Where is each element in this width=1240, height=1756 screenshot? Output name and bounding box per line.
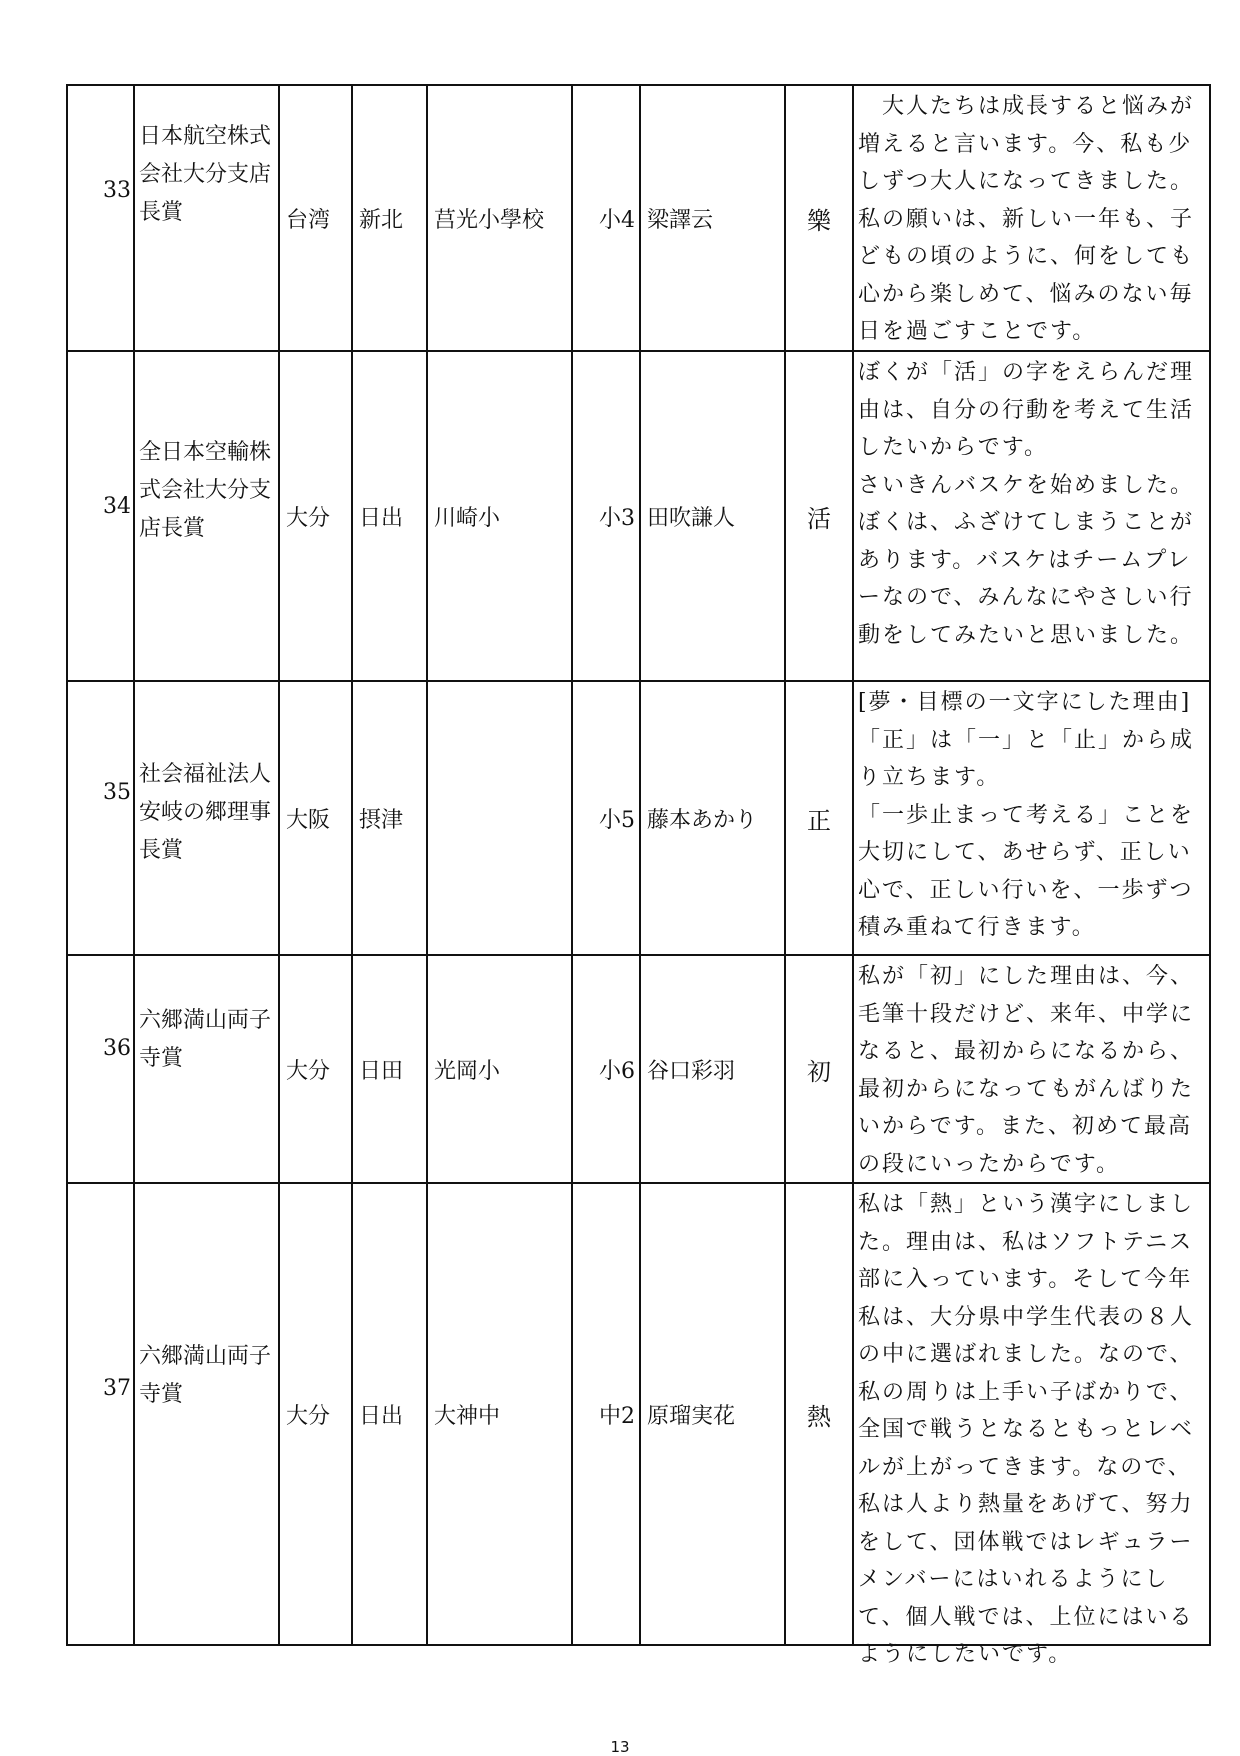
reason-text: 大人たちは成長すると悩みが増えると言います。今、私も少しずつ大人になってきました。 私の願いは、新しい一年も、子どもの頃のように、何をしても心から楽しめて、悩みのない毎日を過ごすことです。: [853, 85, 1210, 351]
table-row: [67, 681, 1210, 955]
school: 川崎小: [427, 351, 572, 681]
table-row: [67, 1183, 1210, 1645]
entry-number: 35: [67, 681, 134, 955]
student-name: 梁譯云: [640, 85, 785, 351]
grade: 小5: [572, 681, 640, 955]
region: 大分: [279, 955, 352, 1183]
region: 台湾: [279, 85, 352, 351]
school: 光岡小: [427, 955, 572, 1183]
city: 日出: [352, 351, 427, 681]
reason-text: 私が「初」にした理由は、今、毛筆十段だけど、来年、中学になると、最初からになるから、最初からになってもがんばりたいからです。また、初めて最高の段にいったからです。: [853, 955, 1210, 1183]
chosen-kanji: 活: [785, 351, 853, 681]
student-name: 田吹謙人: [640, 351, 785, 681]
chosen-kanji: 初: [785, 955, 853, 1183]
school: 大神中: [427, 1183, 572, 1645]
award-name: 六郷満山両子寺賞: [134, 1183, 279, 1645]
region: 大分: [279, 1183, 352, 1645]
grade: 小4: [572, 85, 640, 351]
award-name: 全日本空輸株式会社大分支店長賞: [134, 351, 279, 681]
chosen-kanji: 樂: [785, 85, 853, 351]
entry-number: 37: [67, 1183, 134, 1645]
student-name: 原瑠実花: [640, 1183, 785, 1645]
table-row: [67, 85, 1210, 351]
table-row: [67, 351, 1210, 681]
entry-number: 33: [67, 85, 134, 351]
city: 新北: [352, 85, 427, 351]
chosen-kanji: 正: [785, 681, 853, 955]
city: 日田: [352, 955, 427, 1183]
student-name: 藤本あかり: [640, 681, 785, 955]
city: 摂津: [352, 681, 427, 955]
school: 莒光小學校: [427, 85, 572, 351]
student-name: 谷口彩羽: [640, 955, 785, 1183]
region: 大阪: [279, 681, 352, 955]
page-number: 13: [610, 1738, 630, 1756]
entry-number: 36: [67, 955, 134, 1183]
entries-table: [66, 84, 1211, 1667]
entry-number: 34: [67, 351, 134, 681]
reason-text: ぼくが「活」の字をえらんだ理由は、自分の行動を考えて生活したいからです。 さいきんバスケを始めました。ぼくは、ふざけてしまうことがあります。バスケはチームプレーなので、みんなにやさしい行動をしてみたいと思いました。: [853, 351, 1210, 681]
chosen-kanji: 熱: [785, 1183, 853, 1645]
reason-text: [夢・目標の一文字にした理由] 「正」は「一」と「止」から成り立ちます。 「一歩止まって考える」ことを大切にして、あせらず、正しい心で、正しい行いを、一歩ずつ積み重ねて行きます。: [853, 681, 1210, 955]
grade: 小6: [572, 955, 640, 1183]
award-name: 日本航空株式会社大分支店長賞: [134, 85, 279, 351]
school: [427, 681, 572, 955]
grade: 小3: [572, 351, 640, 681]
grade: 中2: [572, 1183, 640, 1645]
region: 大分: [279, 351, 352, 681]
award-name: 六郷満山両子寺賞: [134, 955, 279, 1183]
award-name: 社会福祉法人安岐の郷理事長賞: [134, 681, 279, 955]
table-row: [67, 955, 1210, 1183]
city: 日出: [352, 1183, 427, 1645]
reason-text: 私は「熱」という漢字にしました。理由は、私はソフトテニス部に入っています。そして今年私は、大分県中学生代表の８人の中に選ばれました。なので、私の周りは上手い子ばかりで、全国で戦うとなるともっとレベルが上がってきます。なので、私は人より熱量をあげて、努力をして、団体戦ではレギュラーメンバーにはいれるようにして、個人戦では、上位にはいるようにしたいです。: [853, 1183, 1210, 1645]
